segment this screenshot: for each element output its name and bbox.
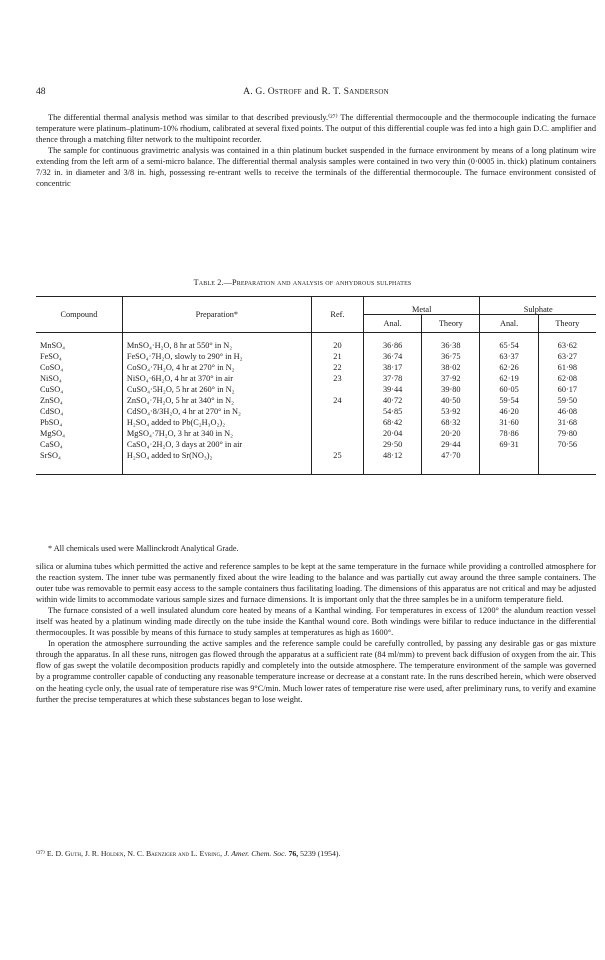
cell-ref <box>311 417 363 428</box>
footnote-marker: ⁽²⁷⁾ <box>36 849 45 858</box>
cell-ref: 24 <box>311 395 363 406</box>
cell-metal-anal: 40·72 <box>364 395 422 406</box>
cell-preparation: NiSO₄·6H₂O, 4 hr at 370° in air <box>122 373 311 384</box>
cell-metal-anal: 39·44 <box>364 384 422 395</box>
cell-sulphate-anal: 59·54 <box>480 395 538 406</box>
cell-sulphate-anal: 60·05 <box>480 384 538 395</box>
table-row <box>36 439 596 450</box>
table-caption: Table 2.—Preparation and analysis of anhydrous sulphates <box>193 278 412 287</box>
footnote-authors: E. D. Guth, J. R. Holden, N. C. Baenziger and L. Eyring, <box>46 849 223 858</box>
body-text-bottom <box>36 561 596 705</box>
cell-metal-anal: 36·86 <box>364 340 422 351</box>
footnote-pages: 5239 (1954). <box>300 849 341 858</box>
cell-metal-theory: 29·44 <box>422 439 480 450</box>
header-sulphate-theory: Theory <box>538 315 596 333</box>
table-bottom-rule <box>36 462 596 475</box>
paragraph: The sample for continuous gravimetric analysis was contained in a thin platinum bucket suspended in the furnace environment by means of a long platinum wire extending from the left arm of a semi-micro balance. The differential thermal analysis samples were contained in two very thin (0·0005 in. thick) platinum containers 7/32 in. in diameter and 3/8 in. high, possessing re-entrant wells to receive the terminals of the differential thermocouple. The furnace environment consisted of concentric <box>36 146 596 189</box>
cell-compound: ZnSO₄ <box>40 396 63 406</box>
cell-sulphate-theory: 63·62 <box>538 340 596 351</box>
header-compound: Compound <box>36 297 122 333</box>
author-2: R. T. Sanderson <box>321 86 389 97</box>
cell-ref: 20 <box>311 340 363 351</box>
table-row <box>36 450 596 461</box>
table-footnote: * All chemicals used were Mallinckrodt Analytical Grade. <box>48 544 239 553</box>
cell-ref: 21 <box>311 351 363 362</box>
sulphates-table <box>36 296 596 475</box>
header-preparation: Preparation* <box>122 297 311 333</box>
cell-metal-theory: 47·70 <box>422 450 480 461</box>
table-row <box>36 362 596 373</box>
cell-preparation: CaSO₄·2H₂O, 3 days at 200° in air <box>122 439 311 450</box>
cell-sulphate-theory: 63·27 <box>538 351 596 362</box>
cell-compound: CuSO₄ <box>40 385 64 395</box>
cell-compound: PbSO₄ <box>40 418 63 428</box>
cell-preparation: CoSO₄·7H₂O, 4 hr at 270° in N₂ <box>122 362 311 373</box>
table-row <box>36 351 596 362</box>
cell-preparation: H₂SO₄ added to Pb(C₂H₃O₂)₂ <box>122 417 311 428</box>
table-row <box>36 373 596 384</box>
cell-compound: MgSO₄ <box>40 429 66 439</box>
cell-preparation: CuSO₄·5H₂O, 5 hr at 260° in N₂ <box>122 384 311 395</box>
reference-footnote <box>36 849 596 858</box>
cell-compound: CdSO₄ <box>40 407 64 417</box>
cell-sulphate-theory: 59·50 <box>538 395 596 406</box>
cell-metal-theory: 20·20 <box>422 428 480 439</box>
table-row <box>36 395 596 406</box>
cell-preparation: FeSO₄·7H₂O, slowly to 290° in H₂ <box>122 351 311 362</box>
paragraph: silica or alumina tubes which permitted the active and reference samples to be kept at the same temperature in the furnace while providing a controlled atmosphere for the reaction system. The inner tube was permanently fixed about the wire leading to the balance and was partially cut away around the three sample containers. The outer tube was removable to permit easy access to the sample containers thus facilitating loading. The dimensions of this apparatus are not critical and may be adjusted within wide limits to accommodate various sample sizes and furnace dimensions. It is important only that the three samples be in a uniform temperature field. <box>36 562 596 605</box>
cell-sulphate-anal: 78·86 <box>480 428 538 439</box>
cell-sulphate-anal: 63·37 <box>480 351 538 362</box>
table-row <box>36 340 596 351</box>
cell-metal-theory: 68·32 <box>422 417 480 428</box>
cell-metal-anal: 54·85 <box>364 406 422 417</box>
cell-metal-anal: 38·17 <box>364 362 422 373</box>
body-text-top <box>36 112 596 189</box>
footnote-volume: 76, <box>288 849 299 858</box>
table-row <box>36 428 596 439</box>
cell-preparation: ZnSO₄·7H₂O, 5 hr at 340° in N₂ <box>122 395 311 406</box>
header-metal: Metal <box>364 297 480 315</box>
table-row <box>36 384 596 395</box>
author-1: A. G. Ostroff <box>243 86 302 97</box>
table-container <box>36 296 596 475</box>
cell-compound: MnSO₄ <box>40 341 66 350</box>
header-sulphate-anal: Anal. <box>480 315 538 333</box>
header-metal-theory: Theory <box>422 315 480 333</box>
cell-compound: CoSO₄ <box>40 363 64 373</box>
cell-preparation: H₂SO₄ added to Sr(NO₃)₂ <box>122 450 311 461</box>
cell-ref: 22 <box>311 362 363 373</box>
paragraph: The differential thermal analysis method was similar to that described previously.⁽²⁷⁾ The differential thermocouple and the thermocouple indicating the furnace temperature were platinum–platinum-10% rhodium, calibrated at several fixed points. The output of this differential couple was fed into a high gain D.C. amplifier and thence through a matching filter network to the multipoint recorder. <box>36 113 596 145</box>
cell-ref <box>311 406 363 417</box>
cell-metal-theory: 38·02 <box>422 362 480 373</box>
page-number: 48 <box>36 86 46 97</box>
cell-compound: FeSO₄ <box>40 352 62 362</box>
cell-metal-anal: 68·42 <box>364 417 422 428</box>
cell-metal-anal: 36·74 <box>364 351 422 362</box>
cell-sulphate-anal: 62·19 <box>480 373 538 384</box>
cell-preparation: MgSO₄·7H₂O, 3 hr at 340 in N₂ <box>122 428 311 439</box>
header-sulphate: Sulphate <box>480 297 596 315</box>
paragraph: In operation the atmosphere surrounding the active samples and the reference sample could be carefully controlled, by passing any desirable gas or gas mixture through the apparatus. In all these runs, nitrogen gas flowed through the apparatus at a sufficient rate (84 ml/mm) to prevent back diffusion of oxygen from the air. This flow of gas swept the volatile decomposition products rapidly and completely into the outside atmosphere. The temperature environment of the sample was governed by a programme controller capable of conducting any reasonable temperature increase or decrease at a constant rate. In the runs described herein, which were observed on the heating cycle only, the usual rate of temperature rise was 9°C/min. Much lower rates of temperature rise were used, after preliminary runs, to verify and examine further the precise temperatures at which these substances began to lose weight. <box>36 639 597 704</box>
cell-compound: SrSO₄ <box>40 451 61 461</box>
cell-metal-theory: 36·38 <box>422 340 480 351</box>
table-row <box>36 417 596 428</box>
author-conjunction: and <box>304 86 319 97</box>
cell-metal-theory: 40·50 <box>422 395 480 406</box>
cell-sulphate-anal: 46·20 <box>480 406 538 417</box>
cell-ref: 25 <box>311 450 363 461</box>
header-metal-anal: Anal. <box>364 315 422 333</box>
cell-sulphate-theory: 46·08 <box>538 406 596 417</box>
cell-preparation: CdSO₄·8/3H₂O, 4 hr at 270° in N₂ <box>122 406 311 417</box>
cell-metal-anal: 20·04 <box>364 428 422 439</box>
cell-sulphate-theory: 79·80 <box>538 428 596 439</box>
cell-sulphate-theory: 60·17 <box>538 384 596 395</box>
header-ref: Ref. <box>311 297 363 333</box>
table-body <box>36 340 596 462</box>
cell-compound: NiSO₄ <box>40 374 62 384</box>
running-head <box>36 86 596 97</box>
cell-metal-theory: 39·80 <box>422 384 480 395</box>
cell-metal-theory: 36·75 <box>422 351 480 362</box>
cell-sulphate-theory: 70·56 <box>538 439 596 450</box>
cell-sulphate-anal: 62·26 <box>480 362 538 373</box>
cell-sulphate-theory: 31·68 <box>538 417 596 428</box>
cell-metal-anal: 37·78 <box>364 373 422 384</box>
footnote-journal: J. Amer. Chem. Soc. <box>224 849 287 858</box>
cell-ref: 23 <box>311 373 363 384</box>
cell-metal-anal: 29·50 <box>364 439 422 450</box>
cell-sulphate-theory <box>538 450 596 461</box>
cell-ref <box>311 384 363 395</box>
cell-sulphate-theory: 61·98 <box>538 362 596 373</box>
cell-sulphate-anal <box>480 450 538 461</box>
cell-metal-anal: 48·12 <box>364 450 422 461</box>
cell-ref <box>311 439 363 450</box>
cell-metal-theory: 53·92 <box>422 406 480 417</box>
table-row <box>36 406 596 417</box>
cell-compound: CaSO₄ <box>40 440 63 450</box>
cell-sulphate-anal: 31·60 <box>480 417 538 428</box>
cell-preparation: MnSO₄·H₂O, 8 hr at 550° in N₂ <box>122 340 311 351</box>
cell-ref <box>311 428 363 439</box>
cell-sulphate-anal: 65·54 <box>480 340 538 351</box>
cell-sulphate-theory: 62·08 <box>538 373 596 384</box>
page-header <box>36 86 596 100</box>
cell-metal-theory: 37·92 <box>422 373 480 384</box>
paragraph: The furnace consisted of a well insulated alundum core heated by means of a Kanthal winding. For temperatures in excess of 1200° the alundum reaction vessel itself was heated by a platinum winding made directly on the tube inside the Kanthal wound core. Both windings were bifilar to reduce inductance in the differential thermocouples. It was possible by means of this furnace to study samples at temperatures as high as 1600°. <box>36 606 596 638</box>
cell-sulphate-anal: 69·31 <box>480 439 538 450</box>
